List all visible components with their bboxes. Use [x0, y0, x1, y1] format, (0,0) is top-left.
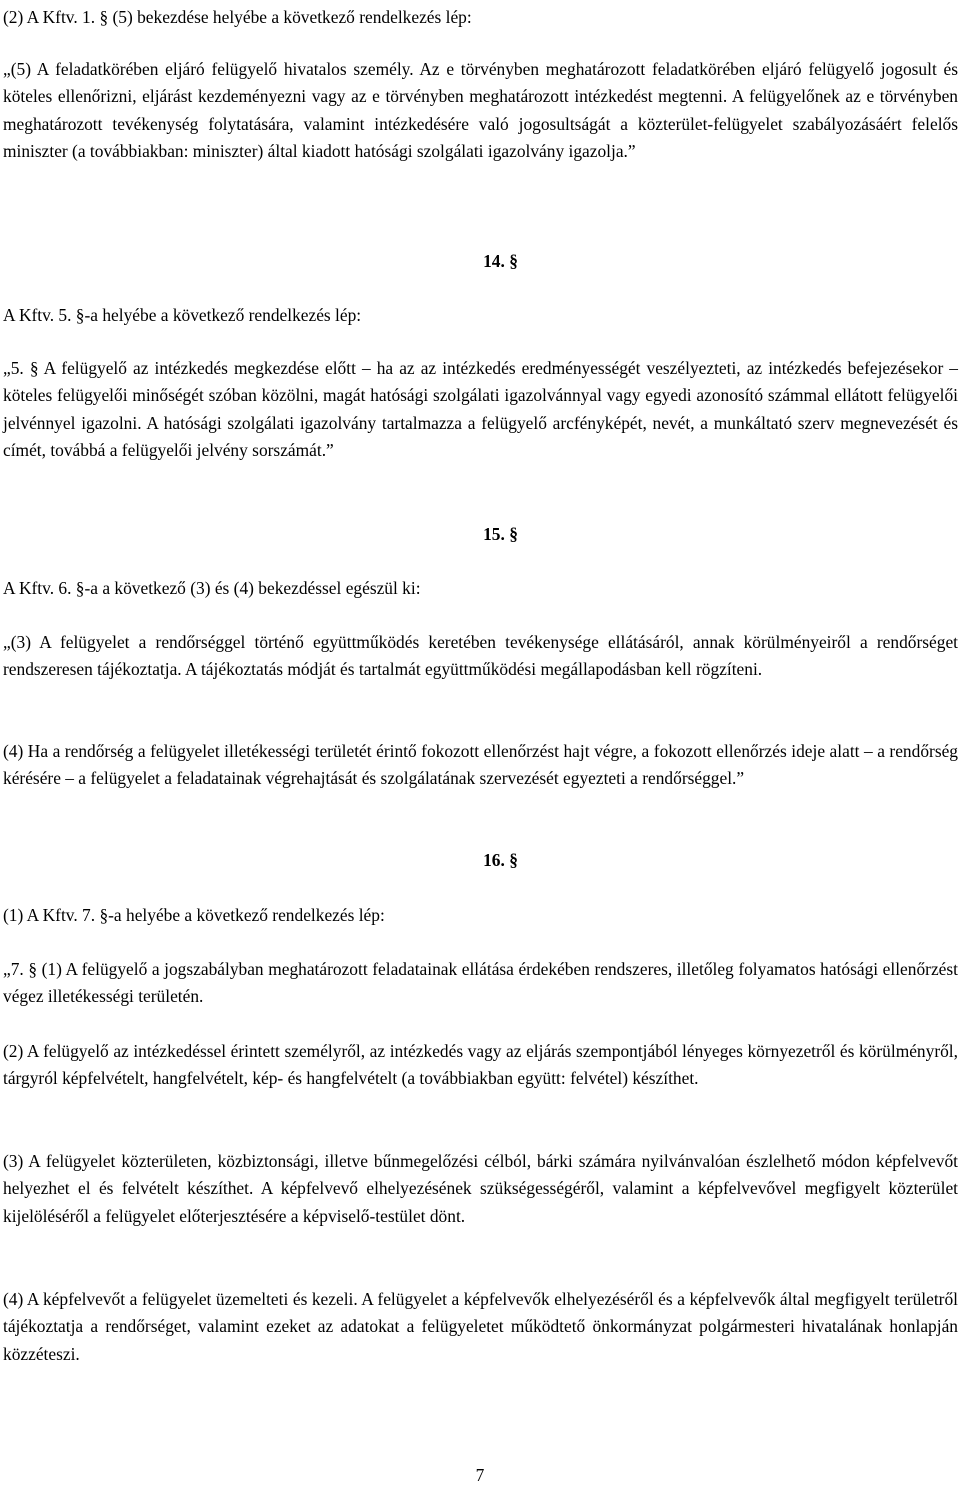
paragraph-7-1-hatosagi-ellenorzes: „7. § (1) A felügyelő a jogszabályban meghatározott feladatainak ellátása érdekében rendszeres, illetőleg folyamatos hatósági ellenőrzést végez illetékességi területén.	[3, 959, 958, 1007]
intro-kftv-1: (2) A Kftv. 1. § (5) bekezdése helyébe a következő rendelkezés lép:	[3, 7, 472, 27]
paragraph-7-3-kepfelvevo: (3) A felügyelet közterületen, közbiztonsági, illetve bűnmegelőzési célból, bárki számára nyilvánvalóan észlelhető módon képfelvevőt helyezhet el és felvételt készíthet. A képfelvevő elhelyezésének szükségességéről, valamint a képfelvevővel megfigyelt közterület kijelöléséről a felügyelet előterjesztésére a képviselő-testület dönt.	[3, 1151, 958, 1226]
section-heading-15: 15. §	[483, 524, 518, 544]
paragraph-3-rendorseg-egyuttmukodes: „(3) A felügyelet a rendőrséggel történő együttműködés keretében tevékenysége ellátásáról, annak körülményeiről a rendőrséget rendszeresen tájékoztatja. A tájékoztatás módját és tartalmát együttműködési megállapodásban kell rögzíteni.	[3, 632, 958, 680]
intro-kftv-5: A Kftv. 5. §-a helyébe a következő rendelkezés lép:	[3, 305, 362, 325]
paragraph-7-4-uzemeltetes: (4) A képfelvevőt a felügyelet üzemelteti és kezeli. A felügyelet a képfelvevők elhelyezéséről és a képfelvevők által megfigyelt területről tájékoztatja a rendőrséget, valamint ezeket az adatokat a felügyeletet működtető önkormányzat polgármesteri hivatalának honlapján közzéteszi.	[3, 1289, 958, 1364]
page-number: 7	[475, 1465, 485, 1485]
intro-kftv-6: A Kftv. 6. §-a a következő (3) és (4) bekezdéssel egészül ki:	[3, 578, 421, 598]
paragraph-7-2-felvetel: (2) A felügyelő az intézkedéssel érintett személyről, az intézkedés vagy az eljárás szempontjából lényeges környezetről és körülményről, tárgyról képfelvételt, hangfelvételt, kép- és hangfelvételt (a továbbiakban együtt: felvétel) készíthet.	[3, 1041, 958, 1089]
paragraph-4-fokozott-ellenorzes: (4) Ha a rendőrség a felügyelet illetékességi területét érintő fokozott ellenőrzést hajt végre, a fokozott ellenőrzés ideje alatt – a rendőrség kérésére – a felügyelet a feladatainak végrehajtását és szolgálatának szervezését egyezteti a rendőrséggel.”	[3, 741, 958, 789]
intro-kftv-7: (1) A Kftv. 7. §-a helyébe a következő rendelkezés lép:	[3, 905, 385, 925]
section-heading-16: 16. §	[483, 850, 518, 870]
paragraph-5-hivatalos-szemely: „(5) A feladatkörében eljáró felügyelő hivatalos személy. Az e törvényben meghatározott feladatkörében eljáró felügyelő jogosult és köteles ellenőrizni, eljárást kezdeményezni vagy az e törvényben meghatározott intézkedést megtenni. A felügyelőnek az e törvényben meghatározott tevékenység folytatására, valamint intézkedésére való jogosultságát a közterület-felügyelet szabályozásáért felelős miniszter (a továbbiakban: miniszter) által kiadott hatósági szolgálati igazolvány igazolja.”	[3, 59, 958, 162]
paragraph-5-felugyelo-intezkedes: „5. § A felügyelő az intézkedés megkezdése előtt – ha az az intézkedés eredményességét veszélyezteti, az intézkedés befejezésekor – köteles felügyelői minőségét szóban közölni, magát hatósági szolgálati igazolvánnyal vagy egyedi azonosító számmal ellátott felügyelői jelvénnyel igazolni. A hatósági szolgálati igazolvány tartalmazza a felügyelő arcfényképét, nevét, a munkáltató szerv megnevezését és címét, továbbá a felügyelői jelvény sorszámát.”	[3, 358, 958, 461]
section-heading-14: 14. §	[483, 251, 518, 271]
